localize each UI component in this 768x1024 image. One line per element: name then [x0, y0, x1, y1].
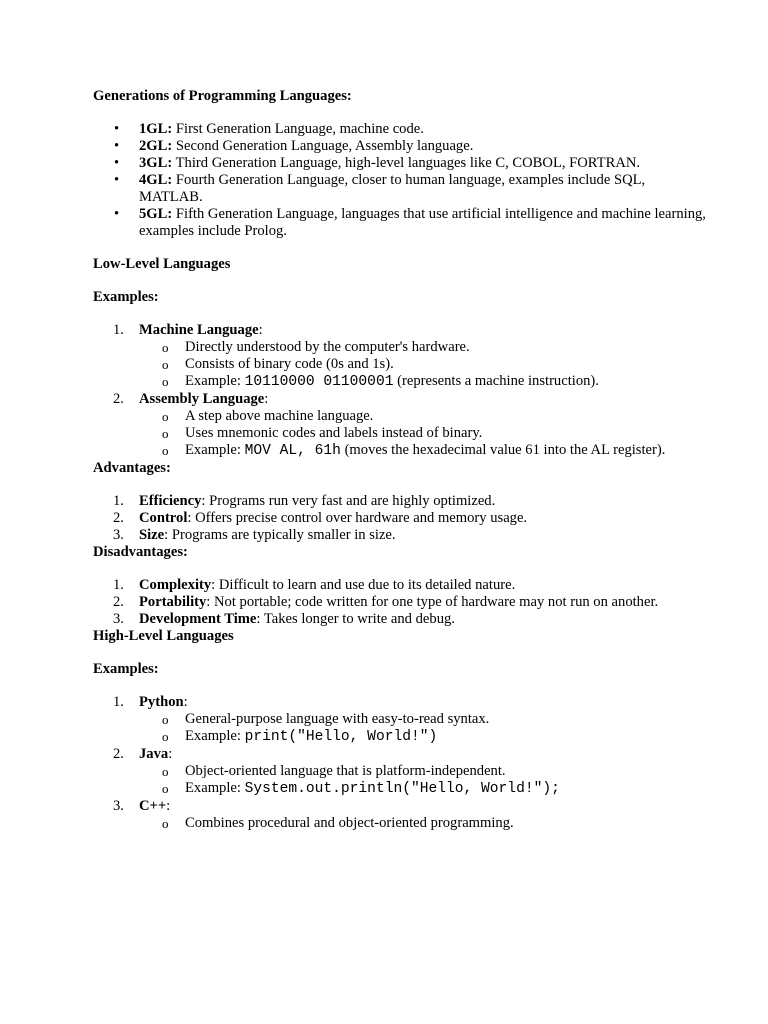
list-item [93, 798, 708, 832]
bullet-icon: • [114, 155, 120, 171]
disadvantage-text: : Not portable; code written for one type of hardware may not run on another. [206, 594, 659, 610]
item-number: 3. [113, 611, 124, 627]
sub-bullet-icon: o [162, 357, 169, 372]
code-snippet: MOV AL, 61h [244, 443, 341, 459]
list-item [93, 206, 708, 240]
generation-term: 4GL: [139, 172, 173, 188]
sub-list [139, 763, 708, 798]
sub-item-suffix: (represents a machine instruction). [393, 373, 599, 389]
sub-item-text: Consists of binary code (0s and 1s). [185, 356, 394, 372]
example-colon: : [258, 322, 263, 338]
disadvantage-text: : Difficult to learn and use due to its detailed nature. [211, 577, 516, 593]
generation-text: Fourth Generation Language, closer to human language, examples include SQL, MATLAB. [139, 172, 646, 205]
item-number: 1. [113, 322, 124, 338]
generation-term: 3GL: [139, 155, 173, 171]
bullet-icon: • [114, 138, 120, 154]
sub-list-item [139, 373, 708, 391]
item-number: 3. [113, 798, 124, 814]
item-number: 2. [113, 510, 124, 526]
sub-list-item [139, 356, 708, 373]
example-term: Python [139, 694, 184, 710]
item-number: 2. [113, 391, 124, 407]
item-number: 1. [113, 694, 124, 710]
sub-item-text: Object-oriented language that is platform-independent. [185, 763, 506, 779]
generations-heading: Generations of Programming Languages: [93, 88, 352, 104]
sub-bullet-icon: o [162, 712, 169, 727]
disadvantage-text: : Takes longer to write and debug. [256, 611, 455, 627]
example-colon: : [166, 798, 171, 814]
code-snippet: 10110000 01100001 [244, 374, 394, 390]
example-colon: : [168, 746, 173, 762]
sub-bullet-icon: o [162, 409, 169, 424]
example-term: Machine Language [139, 322, 259, 338]
item-number: 1. [113, 577, 124, 593]
sub-list-item [139, 780, 708, 798]
item-number: 3. [113, 527, 124, 543]
sub-bullet-icon: o [162, 729, 169, 744]
list-item [93, 527, 708, 544]
sub-item-text: General-purpose language with easy-to-read syntax. [185, 711, 490, 727]
sub-list [139, 408, 708, 460]
sub-list-item [139, 442, 708, 460]
sub-list [139, 339, 708, 391]
sub-bullet-icon: o [162, 374, 169, 389]
sub-bullet-icon: o [162, 426, 169, 441]
example-colon: : [264, 391, 269, 407]
list-item [93, 138, 708, 155]
sub-list-item [139, 728, 708, 746]
advantages-heading: Advantages: [93, 460, 171, 476]
list-item [93, 510, 708, 527]
low-level-examples-list [93, 322, 708, 460]
sub-bullet-icon: o [162, 781, 169, 796]
disadvantages-list [93, 577, 708, 628]
code-snippet: print("Hello, World!") [244, 729, 438, 745]
sub-item-prefix: Example: [185, 373, 245, 389]
disadvantages-heading: Disadvantages: [93, 544, 188, 560]
list-item [93, 577, 708, 594]
sub-list-item [139, 763, 708, 780]
example-term: Java [139, 746, 169, 762]
generation-text: Fifth Generation Language, languages that use artificial intelligence and machine learning, examples include Prolog. [139, 206, 706, 239]
sub-list [139, 815, 708, 832]
sub-item-text: Combines procedural and object-oriented programming. [185, 815, 514, 831]
sub-list-item [139, 425, 708, 442]
sub-item-text: Uses mnemonic codes and labels instead of binary. [185, 425, 483, 441]
advantages-list [93, 493, 708, 544]
list-item [93, 155, 708, 172]
sub-item-text: Directly understood by the computer's hardware. [185, 339, 470, 355]
generations-list [93, 121, 708, 240]
list-item [93, 322, 708, 391]
sub-item-prefix: Example: [185, 780, 245, 796]
list-item [93, 746, 708, 798]
list-item [93, 594, 708, 611]
list-item [93, 121, 708, 138]
low-level-examples-heading: Examples: [93, 289, 159, 305]
bullet-icon: • [114, 206, 120, 222]
generation-text: Third Generation Language, high-level languages like C, COBOL, FORTRAN. [172, 155, 641, 171]
generation-term: 5GL: [139, 206, 173, 222]
item-number: 2. [113, 746, 124, 762]
list-item [93, 694, 708, 746]
bullet-icon: • [114, 172, 120, 188]
low-level-heading: Low-Level Languages [93, 256, 231, 272]
list-item [93, 391, 708, 460]
high-level-examples-list [93, 694, 708, 832]
disadvantage-term: Complexity [139, 577, 212, 593]
sub-item-prefix: Example: [185, 442, 245, 458]
sub-item-text: A step above machine language. [185, 408, 374, 424]
sub-bullet-icon: o [162, 443, 169, 458]
sub-list-item [139, 408, 708, 425]
sub-list-item [139, 711, 708, 728]
item-number: 1. [113, 493, 124, 509]
advantage-text: : Programs run very fast and are highly optimized. [201, 493, 496, 509]
example-term: Assembly Language [139, 391, 265, 407]
sub-bullet-icon: o [162, 340, 169, 355]
sub-item-prefix: Example: [185, 728, 245, 744]
list-item [93, 493, 708, 510]
bullet-icon: • [114, 121, 120, 137]
high-level-heading: High-Level Languages [93, 628, 234, 644]
sub-bullet-icon: o [162, 816, 169, 831]
advantage-text: : Offers precise control over hardware and memory usage. [187, 510, 528, 526]
disadvantage-term: Portability [139, 594, 207, 610]
sub-list [139, 711, 708, 746]
sub-item-suffix: (moves the hexadecimal value 61 into the AL register). [340, 442, 666, 458]
generation-term: 2GL: [139, 138, 173, 154]
advantage-term: Size [139, 527, 165, 543]
example-colon: : [183, 694, 188, 710]
list-item [93, 172, 708, 206]
high-level-examples-heading: Examples: [93, 661, 159, 677]
code-snippet: System.out.println("Hello, World!"); [244, 781, 560, 797]
disadvantage-term: Development Time [139, 611, 257, 627]
generation-term: 1GL: [139, 121, 173, 137]
sub-bullet-icon: o [162, 764, 169, 779]
advantage-term: Control [139, 510, 188, 526]
generation-text: Second Generation Language, Assembly language. [172, 138, 474, 154]
item-number: 2. [113, 594, 124, 610]
advantage-text: : Programs are typically smaller in size. [164, 527, 396, 543]
advantage-term: Efficiency [139, 493, 202, 509]
list-item [93, 611, 708, 628]
generation-text: First Generation Language, machine code. [172, 121, 424, 137]
example-term: C++ [139, 798, 167, 814]
sub-list-item [139, 815, 708, 832]
sub-list-item [139, 339, 708, 356]
